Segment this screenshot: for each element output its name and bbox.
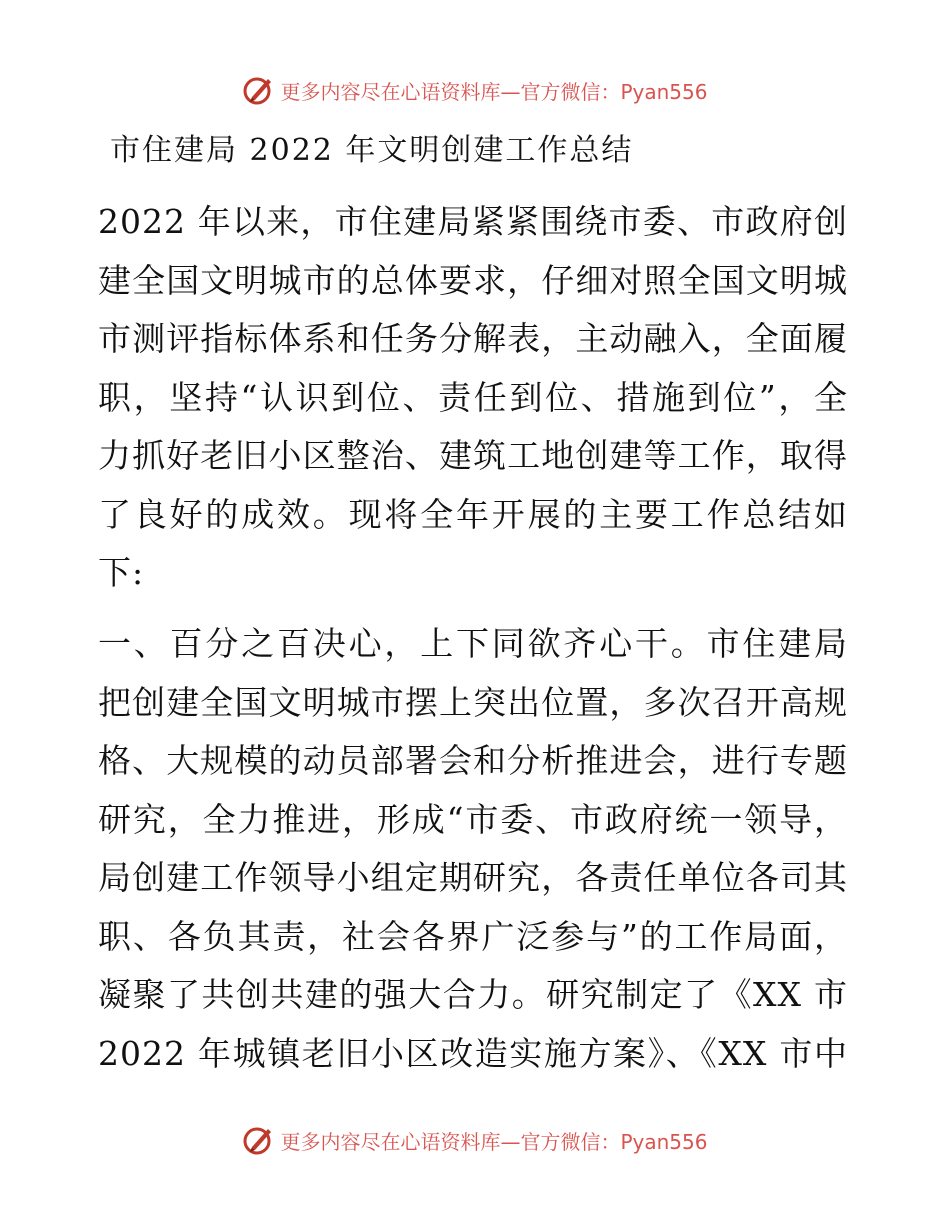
watermark-footer [0, 1120, 950, 1160]
watermark-text: 更多内容尽在心语资料库—官方微信：Pyan556 [280, 1129, 708, 1154]
paragraph-line: 下: [98, 553, 145, 592]
watermark-header [0, 70, 950, 110]
paragraph-line: 局创建工作领导小组定期研究，各责任单位各司其 [98, 858, 848, 897]
paragraph-line: 把创建全国文明城市摆上突出位置，多次召开高规 [98, 682, 848, 722]
paragraph-line: 职、各负其责，社会各界广泛参与”的工作局面， [98, 916, 848, 956]
watermark-text: 更多内容尽在心语资料库—官方微信：Pyan556 [280, 79, 708, 104]
paragraph-line: 一、百分之百决心，上下同欲齐心干。市住建局 [98, 624, 848, 663]
paragraph-line: 研究，全力推进，形成“市委、市政府统一领导， [98, 799, 848, 839]
paragraph-line: 凝聚了共创共建的强大合力。研究制定了《XX 市 [98, 975, 848, 1014]
paragraph-line: 职，坚持“认识到位、责任到位、措施到位”，全 [98, 377, 848, 417]
paragraph-line: 2022 年城镇老旧小区改造实施方案》、《XX 市中 [98, 1033, 848, 1073]
pen-logo-icon [242, 73, 276, 107]
pen-logo-icon [242, 1123, 276, 1157]
paragraph-line: 建全国文明城市的总体要求，仔细对照全国文明城 [98, 260, 848, 300]
paragraph-line: 市测评指标体系和任务分解表，主动融入，全面履 [98, 319, 848, 358]
paragraph-line: 2022 年以来，市住建局紧紧围绕市委、市政府创 [98, 202, 848, 241]
paragraph-line: 格、大规模的动员部署会和分析推进会，进行专题 [98, 741, 848, 780]
paragraph-intro [98, 193, 848, 603]
paragraph-section-one [98, 615, 848, 1083]
document-title: 市住建局 2022 年文明创建工作总结 [110, 133, 634, 168]
paragraph-line: 了良好的成效。现将全年开展的主要工作总结如 [98, 494, 848, 534]
paragraph-line: 力抓好老旧小区整治、建筑工地创建等工作，取得 [98, 436, 848, 475]
